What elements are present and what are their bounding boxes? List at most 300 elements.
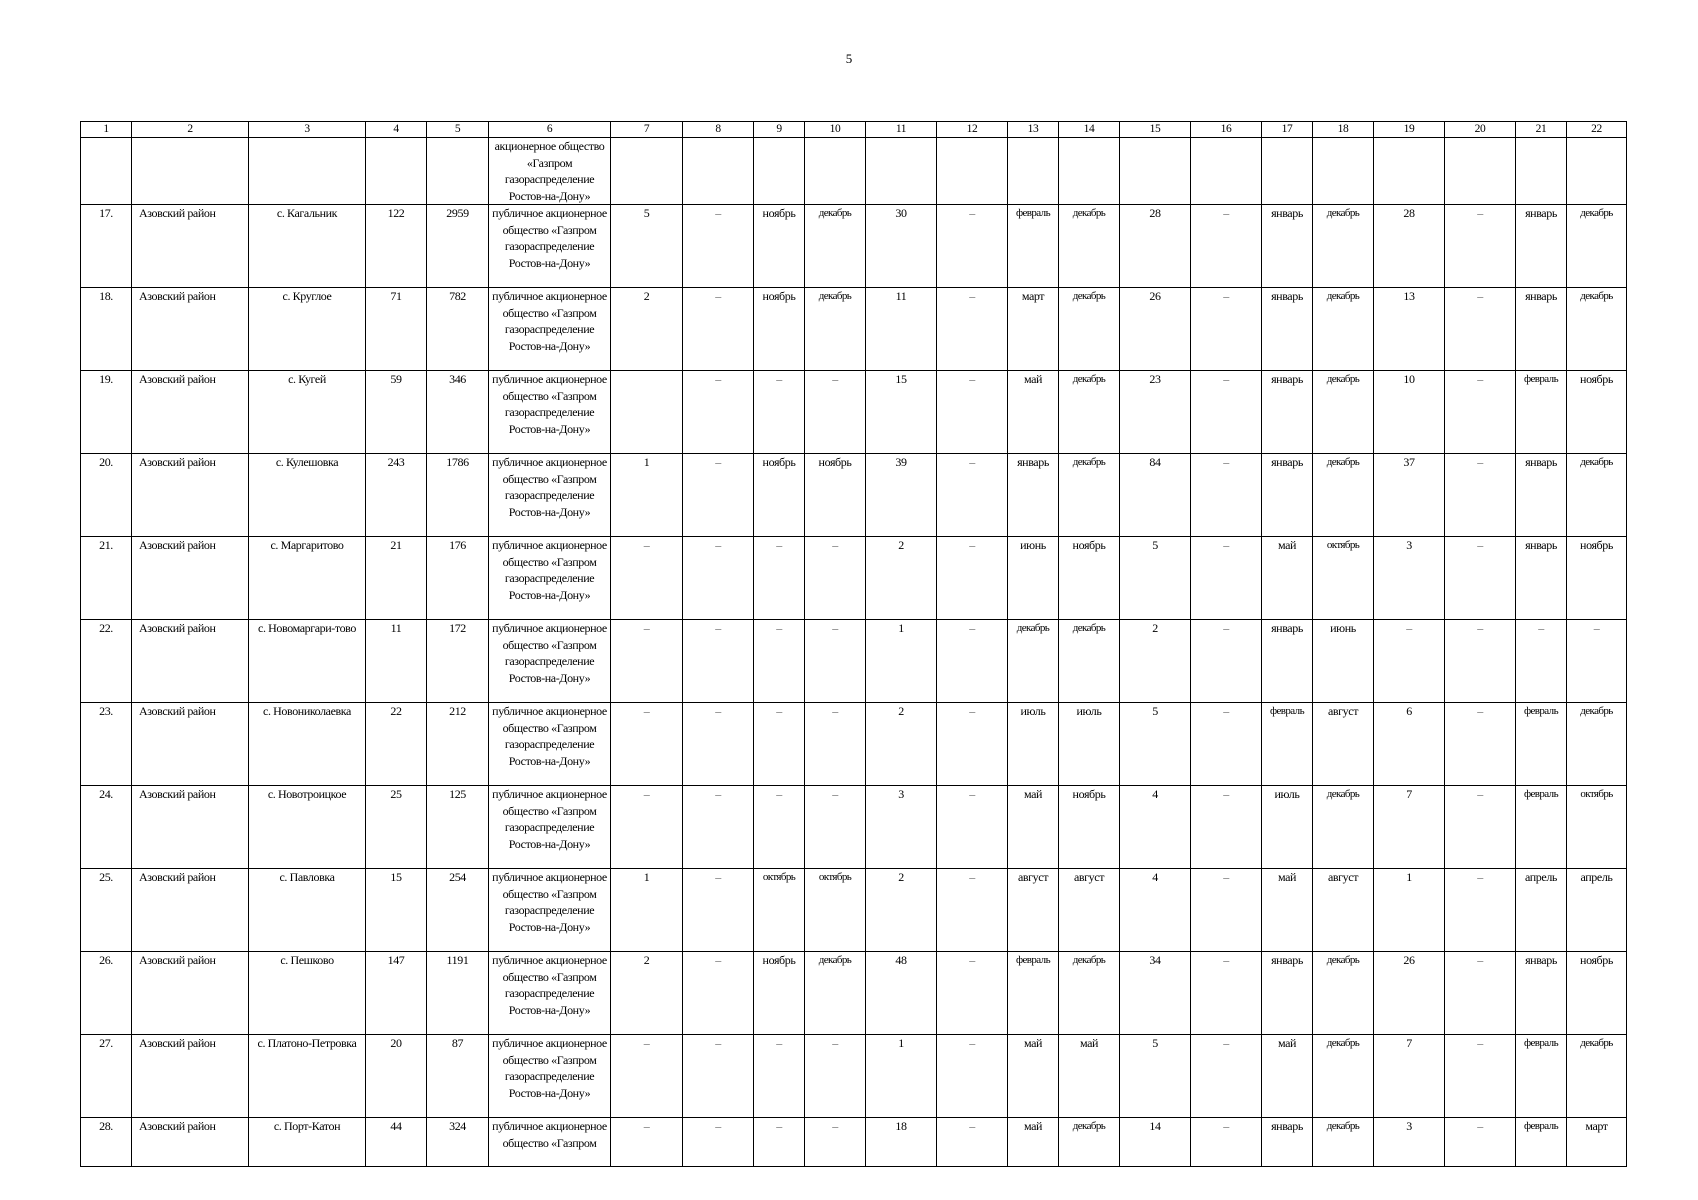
table-cell: май — [1008, 786, 1059, 869]
table-cell: публичное акционерное общество «Газпром газораспределение Ростов-на-Дону» — [489, 952, 611, 1035]
table-cell: – — [805, 371, 866, 454]
table-cell: декабрь — [1313, 205, 1374, 288]
empty-cell — [427, 138, 489, 205]
table-cell: декабрь — [1059, 205, 1120, 288]
table-cell: декабрь — [1059, 620, 1120, 703]
table-cell: – — [937, 869, 1008, 952]
empty-cell — [81, 138, 132, 205]
empty-cell — [1008, 138, 1059, 205]
table-cell: с. Маргаритово — [249, 537, 366, 620]
table-cell: август — [1313, 869, 1374, 952]
table-cell: – — [1567, 620, 1627, 703]
table-cell: публичное акционерное общество «Газпром газораспределение Ростов-на-Дону» — [489, 205, 611, 288]
table-cell: публичное акционерное общество «Газпром газораспределение Ростов-на-Дону» — [489, 371, 611, 454]
table-cell: август — [1008, 869, 1059, 952]
table-cell: июнь — [1313, 620, 1374, 703]
table-cell: 11 — [866, 288, 937, 371]
table-cell: 30 — [866, 205, 937, 288]
table-cell: 5 — [1120, 537, 1191, 620]
table-cell: декабрь — [1059, 1118, 1120, 1167]
empty-cell — [805, 138, 866, 205]
table-cell: 48 — [866, 952, 937, 1035]
page-number: 5 — [845, 51, 853, 66]
column-header: 9 — [754, 122, 805, 138]
table-cell: – — [754, 537, 805, 620]
table-cell: – — [611, 1035, 683, 1118]
table-cell: Азовский район — [132, 869, 249, 952]
column-header: 18 — [1313, 122, 1374, 138]
empty-cell — [249, 138, 366, 205]
table-cell: декабрь — [1313, 1118, 1374, 1167]
empty-cell — [1374, 138, 1445, 205]
table-cell: январь — [1262, 1118, 1313, 1167]
table-cell: с. Кугей — [249, 371, 366, 454]
table-cell: 20 — [366, 1035, 427, 1118]
table-cell: – — [1191, 869, 1262, 952]
table-cell: июнь — [1008, 537, 1059, 620]
table-cell — [611, 371, 683, 454]
empty-cell — [866, 138, 937, 205]
table-cell: 346 — [427, 371, 489, 454]
empty-cell — [1262, 138, 1313, 205]
table-cell: 27. — [81, 1035, 132, 1118]
table-cell: – — [1191, 1118, 1262, 1167]
column-header: 17 — [1262, 122, 1313, 138]
table-cell: март — [1008, 288, 1059, 371]
table-cell: – — [1445, 454, 1516, 537]
table-cell: Азовский район — [132, 454, 249, 537]
table-cell: – — [805, 703, 866, 786]
table-cell: февраль — [1516, 786, 1567, 869]
table-cell: 3 — [1374, 1118, 1445, 1167]
column-header: 7 — [611, 122, 683, 138]
table-cell: апрель — [1516, 869, 1567, 952]
table-cell: – — [683, 454, 754, 537]
table-cell: ноябрь — [1567, 371, 1627, 454]
table-cell: январь — [1516, 205, 1567, 288]
table-cell: 1 — [1374, 869, 1445, 952]
table-cell: 15 — [866, 371, 937, 454]
table-cell: Азовский район — [132, 620, 249, 703]
table-cell: – — [1445, 1035, 1516, 1118]
table-cell: январь — [1262, 288, 1313, 371]
table-cell: 14 — [1120, 1118, 1191, 1167]
table-cell: декабрь — [1313, 1035, 1374, 1118]
table-cell: – — [754, 620, 805, 703]
empty-cell — [1445, 138, 1516, 205]
table-cell: декабрь — [1313, 454, 1374, 537]
table-cell: Азовский район — [132, 786, 249, 869]
table-cell: публичное акционерное общество «Газпром газораспределение Ростов-на-Дону» — [489, 620, 611, 703]
carryover-organization: акционерное общество «Газпром газораспределение Ростов-на-Дону» — [489, 138, 611, 205]
table-cell: январь — [1516, 288, 1567, 371]
table-cell: с. Новомаргари-тово — [249, 620, 366, 703]
empty-cell — [1191, 138, 1262, 205]
table-cell: 26. — [81, 952, 132, 1035]
empty-cell — [611, 138, 683, 205]
table-cell: публичное акционерное общество «Газпром газораспределение Ростов-на-Дону» — [489, 454, 611, 537]
table-cell: 18. — [81, 288, 132, 371]
table-cell: 1 — [866, 1035, 937, 1118]
table-cell: январь — [1262, 620, 1313, 703]
table-cell: май — [1262, 869, 1313, 952]
table-body — [81, 122, 1627, 1167]
table-cell: с. Кагальник — [249, 205, 366, 288]
table-cell: декабрь — [805, 288, 866, 371]
table-cell: 324 — [427, 1118, 489, 1167]
table-cell: – — [611, 537, 683, 620]
column-header: 14 — [1059, 122, 1120, 138]
table-cell: Азовский район — [132, 703, 249, 786]
table-cell: – — [611, 620, 683, 703]
table-cell: 2 — [611, 288, 683, 371]
table-cell: 1786 — [427, 454, 489, 537]
table-cell: 5 — [1120, 703, 1191, 786]
table-cell: – — [1374, 620, 1445, 703]
table-cell: ноябрь — [754, 205, 805, 288]
table-cell: 59 — [366, 371, 427, 454]
table-cell: публичное акционерное общество «Газпром газораспределение Ростов-на-Дону» — [489, 786, 611, 869]
table-cell: декабрь — [1567, 454, 1627, 537]
table-cell: 782 — [427, 288, 489, 371]
table-cell: 87 — [427, 1035, 489, 1118]
table-cell: май — [1008, 1118, 1059, 1167]
table-row — [81, 371, 1627, 454]
table-cell: – — [1445, 952, 1516, 1035]
table-cell: май — [1059, 1035, 1120, 1118]
table-cell: – — [937, 786, 1008, 869]
table-cell: февраль — [1516, 1035, 1567, 1118]
table-cell: май — [1008, 1035, 1059, 1118]
table-cell: август — [1313, 703, 1374, 786]
table-cell: – — [937, 454, 1008, 537]
table-cell: – — [1445, 371, 1516, 454]
column-header: 6 — [489, 122, 611, 138]
table-cell: – — [683, 1118, 754, 1167]
table-row — [81, 786, 1627, 869]
table-cell: декабрь — [1313, 288, 1374, 371]
column-header: 16 — [1191, 122, 1262, 138]
table-cell: публичное акционерное общество «Газпром газораспределение Ростов-на-Дону» — [489, 703, 611, 786]
empty-cell — [366, 138, 427, 205]
table-cell: декабрь — [805, 205, 866, 288]
table-cell: декабрь — [805, 952, 866, 1035]
table-cell: – — [937, 205, 1008, 288]
column-header: 22 — [1567, 122, 1627, 138]
table-cell: 7 — [1374, 1035, 1445, 1118]
table-cell: февраль — [1262, 703, 1313, 786]
table-cell: декабрь — [1059, 288, 1120, 371]
table-cell: публичное акционерное общество «Газпром газораспределение Ростов-на-Дону» — [489, 1035, 611, 1118]
table-cell: – — [754, 1035, 805, 1118]
table-cell: 84 — [1120, 454, 1191, 537]
empty-cell — [683, 138, 754, 205]
table-cell: 20. — [81, 454, 132, 537]
table-cell: 172 — [427, 620, 489, 703]
table-row — [81, 952, 1627, 1035]
table-cell: февраль — [1008, 952, 1059, 1035]
table-cell: Азовский район — [132, 205, 249, 288]
column-header: 8 — [683, 122, 754, 138]
table-cell: 22. — [81, 620, 132, 703]
column-header: 1 — [81, 122, 132, 138]
table-cell: 25 — [366, 786, 427, 869]
table-cell: декабрь — [1313, 952, 1374, 1035]
table-cell: 39 — [866, 454, 937, 537]
table-cell: – — [805, 537, 866, 620]
table-cell: – — [1191, 537, 1262, 620]
table-cell: публичное акционерное общество «Газпром газораспределение Ростов-на-Дону» — [489, 869, 611, 952]
table-cell: январь — [1262, 454, 1313, 537]
table-cell: публичное акционерное общество «Газпром газораспределение Ростов-на-Дону» — [489, 537, 611, 620]
table-cell: – — [1445, 703, 1516, 786]
table-cell: 6 — [1374, 703, 1445, 786]
table-cell: 4 — [1120, 786, 1191, 869]
table-cell: июль — [1008, 703, 1059, 786]
column-header: 12 — [937, 122, 1008, 138]
table-cell: – — [683, 703, 754, 786]
table-cell: ноябрь — [805, 454, 866, 537]
table-row — [81, 454, 1627, 537]
table-cell: публичное акционерное общество «Газпром — [489, 1118, 611, 1167]
table-cell: – — [937, 1035, 1008, 1118]
table-cell: 2 — [611, 952, 683, 1035]
table-cell: с. Павловка — [249, 869, 366, 952]
table-cell: – — [683, 205, 754, 288]
table-cell: 21. — [81, 537, 132, 620]
table-cell: – — [1191, 1035, 1262, 1118]
table-cell: – — [1445, 288, 1516, 371]
table-cell: март — [1567, 1118, 1627, 1167]
empty-cell — [1120, 138, 1191, 205]
table-cell: – — [805, 1118, 866, 1167]
table-cell: 11 — [366, 620, 427, 703]
table-cell: 3 — [1374, 537, 1445, 620]
table-cell: декабрь — [1313, 371, 1374, 454]
table-cell: – — [611, 786, 683, 869]
table-cell: май — [1262, 1035, 1313, 1118]
table-cell: январь — [1262, 371, 1313, 454]
table-cell: 125 — [427, 786, 489, 869]
table-cell: – — [1191, 703, 1262, 786]
table-cell: – — [1445, 1118, 1516, 1167]
table-cell: – — [805, 786, 866, 869]
table-cell: – — [754, 786, 805, 869]
column-header: 15 — [1120, 122, 1191, 138]
table-cell: Азовский район — [132, 1035, 249, 1118]
carryover-row — [81, 138, 1627, 205]
table-cell: 18 — [866, 1118, 937, 1167]
table-cell: октябрь — [1313, 537, 1374, 620]
empty-cell — [1516, 138, 1567, 205]
table-cell: 13 — [1374, 288, 1445, 371]
column-header: 3 — [249, 122, 366, 138]
table-cell: 19. — [81, 371, 132, 454]
table-cell: 176 — [427, 537, 489, 620]
data-table — [80, 121, 1627, 1167]
table-cell: с. Платоно-Петровка — [249, 1035, 366, 1118]
table-row — [81, 205, 1627, 288]
table-cell: 212 — [427, 703, 489, 786]
table-cell: ноябрь — [1567, 537, 1627, 620]
table-row — [81, 1118, 1627, 1167]
table-cell: – — [937, 703, 1008, 786]
table-cell: – — [754, 703, 805, 786]
table-cell: 7 — [1374, 786, 1445, 869]
table-cell: с. Пешково — [249, 952, 366, 1035]
table-cell: – — [1445, 537, 1516, 620]
table-row — [81, 288, 1627, 371]
table-cell: 28 — [1374, 205, 1445, 288]
table-cell: – — [1191, 620, 1262, 703]
table-cell: 21 — [366, 537, 427, 620]
table-cell: с. Кулешовка — [249, 454, 366, 537]
table-cell: – — [683, 952, 754, 1035]
table-cell: – — [683, 1035, 754, 1118]
empty-cell — [1313, 138, 1374, 205]
table-cell: июль — [1262, 786, 1313, 869]
table-cell: январь — [1516, 454, 1567, 537]
empty-cell — [754, 138, 805, 205]
empty-cell — [937, 138, 1008, 205]
table-cell: декабрь — [1567, 288, 1627, 371]
table-cell: – — [611, 1118, 683, 1167]
table-cell: декабрь — [1008, 620, 1059, 703]
table-cell: – — [611, 703, 683, 786]
table-cell: 10 — [1374, 371, 1445, 454]
table-cell: 24. — [81, 786, 132, 869]
table-cell: – — [754, 371, 805, 454]
table-cell: 22 — [366, 703, 427, 786]
table-cell: декабрь — [1567, 205, 1627, 288]
table-cell: февраль — [1516, 1118, 1567, 1167]
table-cell: ноябрь — [1059, 537, 1120, 620]
table-cell: – — [1445, 786, 1516, 869]
table-cell: с. Круглое — [249, 288, 366, 371]
table-cell: 23. — [81, 703, 132, 786]
table-cell: 15 — [366, 869, 427, 952]
table-cell: Азовский район — [132, 288, 249, 371]
table-cell: январь — [1262, 205, 1313, 288]
column-number-row — [81, 122, 1627, 138]
column-header: 19 — [1374, 122, 1445, 138]
table-cell: 2 — [866, 537, 937, 620]
table-cell: январь — [1516, 537, 1567, 620]
table-cell: 2 — [1120, 620, 1191, 703]
table-cell: октябрь — [1567, 786, 1627, 869]
table-cell: 147 — [366, 952, 427, 1035]
table-cell: 1 — [611, 454, 683, 537]
table-cell: – — [1445, 205, 1516, 288]
table-cell: – — [937, 1118, 1008, 1167]
table-cell: 1191 — [427, 952, 489, 1035]
column-header: 4 — [366, 122, 427, 138]
column-header: 13 — [1008, 122, 1059, 138]
column-header: 5 — [427, 122, 489, 138]
table-row — [81, 703, 1627, 786]
table-cell: июль — [1059, 703, 1120, 786]
table-cell: – — [1445, 620, 1516, 703]
column-header: 20 — [1445, 122, 1516, 138]
table-cell: 2959 — [427, 205, 489, 288]
table-cell: – — [1191, 786, 1262, 869]
table-cell: с. Порт-Катон — [249, 1118, 366, 1167]
table-cell: май — [1262, 537, 1313, 620]
empty-cell — [1567, 138, 1627, 205]
table-cell: – — [683, 620, 754, 703]
empty-cell — [132, 138, 249, 205]
column-header: 21 — [1516, 122, 1567, 138]
empty-cell — [1059, 138, 1120, 205]
table-cell: ноябрь — [754, 288, 805, 371]
table-cell: январь — [1008, 454, 1059, 537]
table-cell: декабрь — [1059, 454, 1120, 537]
table-cell: – — [683, 371, 754, 454]
table-cell: декабрь — [1567, 703, 1627, 786]
table-cell: декабрь — [1059, 371, 1120, 454]
table-cell: – — [937, 620, 1008, 703]
table-cell: – — [805, 1035, 866, 1118]
table-cell: Азовский район — [132, 371, 249, 454]
table-cell: Азовский район — [132, 952, 249, 1035]
table-cell: – — [683, 288, 754, 371]
table-row — [81, 620, 1627, 703]
table-cell: публичное акционерное общество «Газпром газораспределение Ростов-на-Дону» — [489, 288, 611, 371]
table-row — [81, 1035, 1627, 1118]
column-header: 11 — [866, 122, 937, 138]
table-cell: Азовский район — [132, 537, 249, 620]
table-cell: 3 — [866, 786, 937, 869]
table-cell: 122 — [366, 205, 427, 288]
table-cell: 1 — [611, 869, 683, 952]
table-cell: октябрь — [805, 869, 866, 952]
table-cell: 17. — [81, 205, 132, 288]
table-cell: – — [1191, 371, 1262, 454]
table-cell: ноябрь — [754, 454, 805, 537]
table-cell: декабрь — [1313, 786, 1374, 869]
table-cell: 34 — [1120, 952, 1191, 1035]
column-header: 10 — [805, 122, 866, 138]
table-cell: с. Новотроицкое — [249, 786, 366, 869]
table-cell: – — [937, 952, 1008, 1035]
table-cell: 1 — [866, 620, 937, 703]
table-row — [81, 869, 1627, 952]
table-cell: май — [1008, 371, 1059, 454]
table-cell: – — [937, 371, 1008, 454]
table-cell: 26 — [1374, 952, 1445, 1035]
table-cell: – — [937, 288, 1008, 371]
table-cell: – — [1516, 620, 1567, 703]
table-row — [81, 537, 1627, 620]
table-cell: 28. — [81, 1118, 132, 1167]
table-cell: 26 — [1120, 288, 1191, 371]
table-cell: 243 — [366, 454, 427, 537]
table-cell: февраль — [1516, 703, 1567, 786]
table-cell: – — [937, 537, 1008, 620]
table-cell: январь — [1516, 952, 1567, 1035]
table-cell: – — [1191, 288, 1262, 371]
table-cell: 254 — [427, 869, 489, 952]
table-cell: 5 — [611, 205, 683, 288]
column-header: 2 — [132, 122, 249, 138]
table-cell: 37 — [1374, 454, 1445, 537]
table-cell: – — [1191, 205, 1262, 288]
table-cell: 2 — [866, 703, 937, 786]
table-cell: 2 — [866, 869, 937, 952]
table-cell: – — [805, 620, 866, 703]
table-cell: – — [1445, 869, 1516, 952]
table-cell: – — [683, 786, 754, 869]
